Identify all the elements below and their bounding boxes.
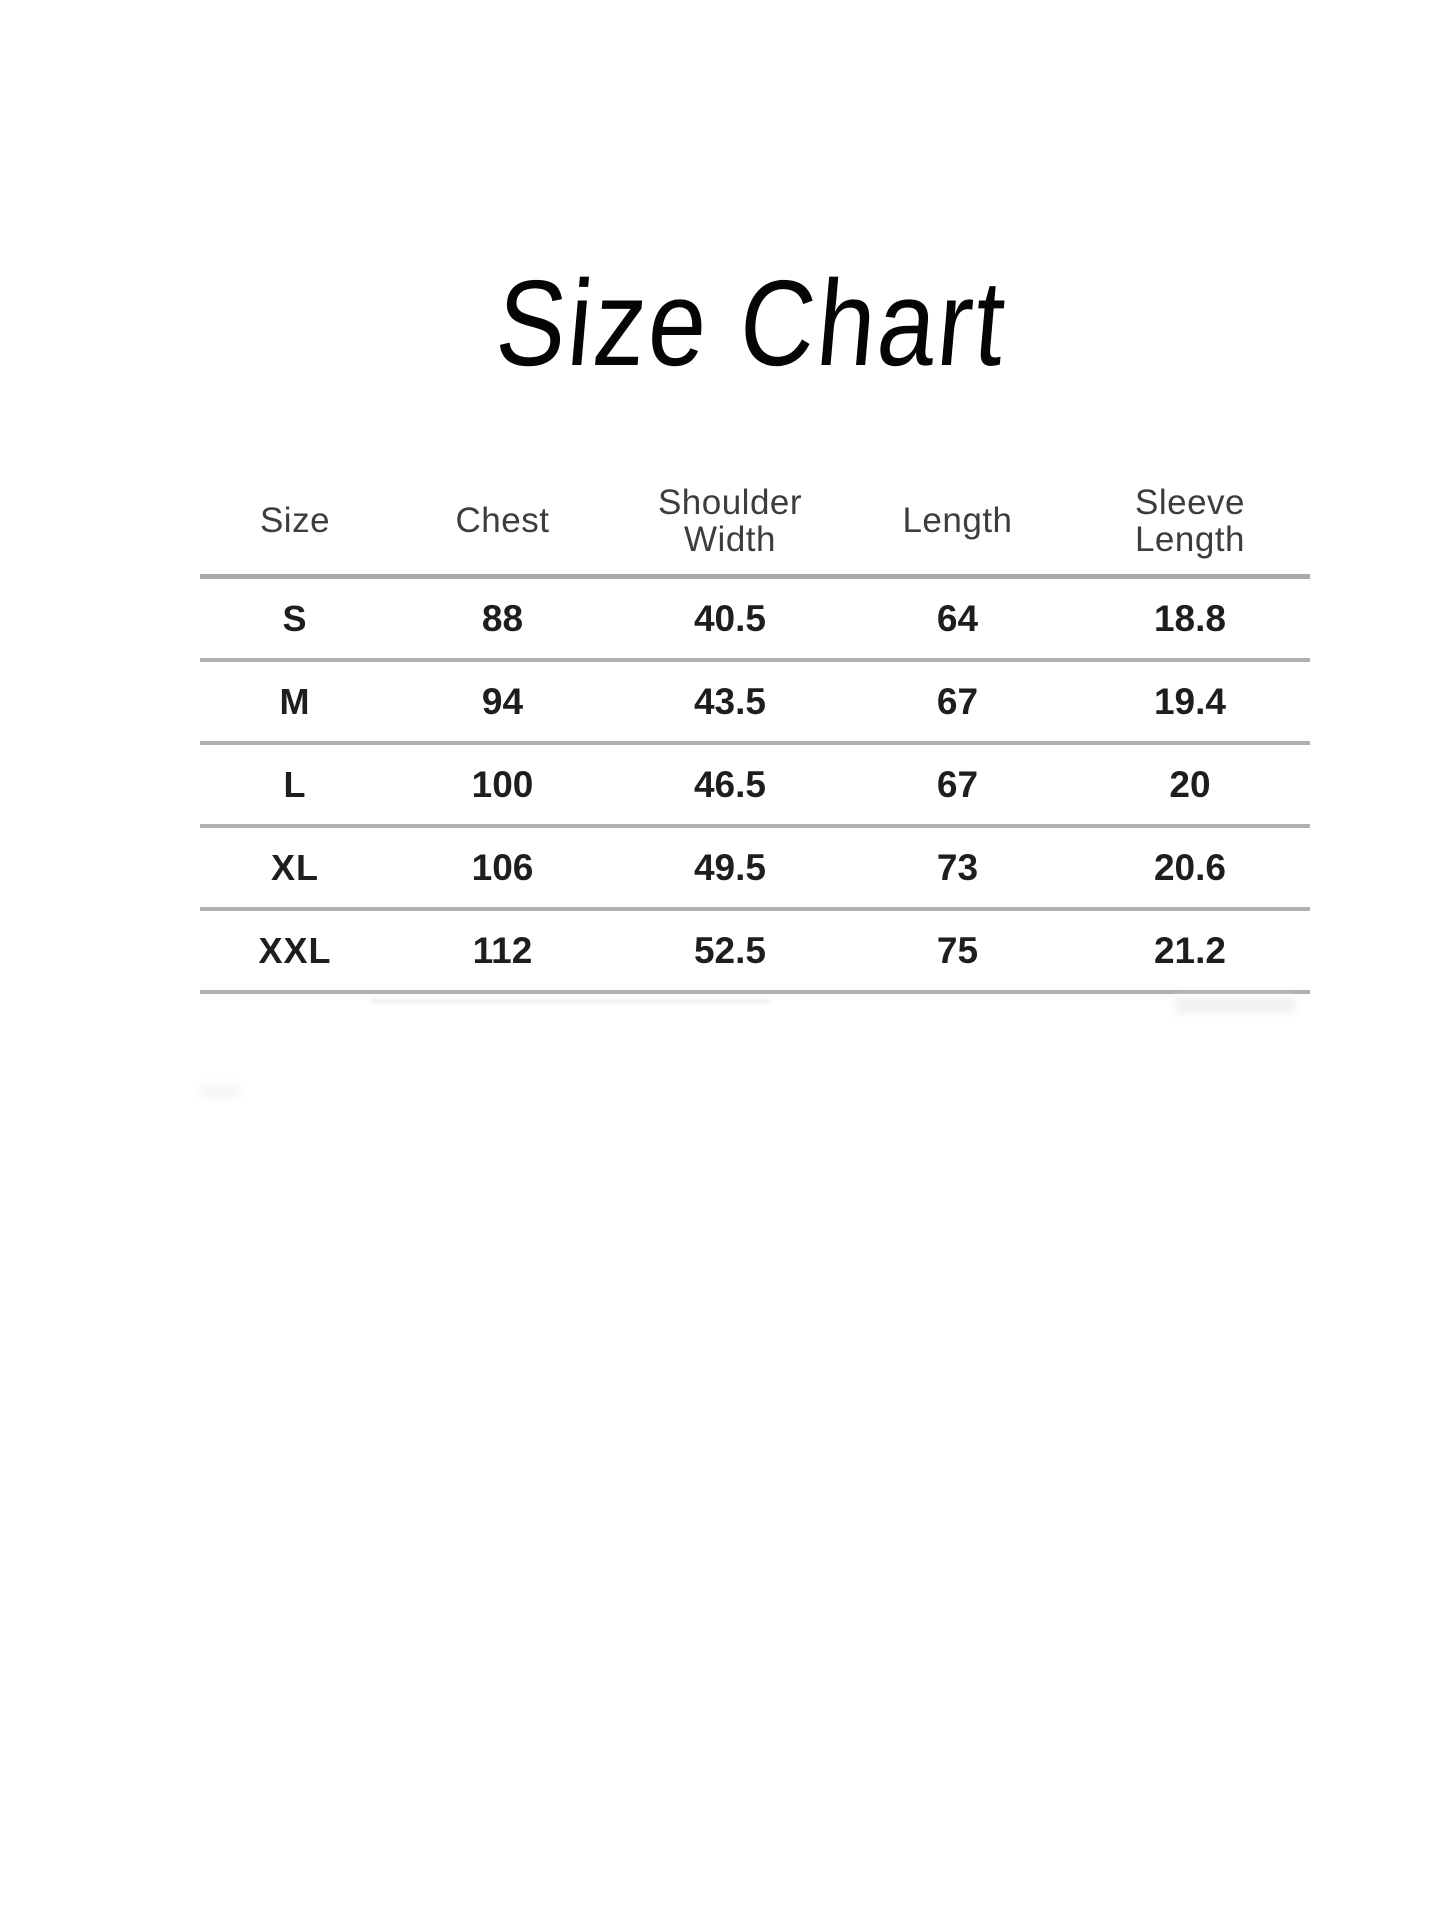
artifact-smudge	[1175, 997, 1295, 1013]
cell-length: 75	[845, 909, 1070, 992]
cell-size: XXL	[200, 909, 390, 992]
column-header-chest: Chest	[390, 468, 615, 577]
size-table-container	[200, 468, 1310, 994]
column-header-shoulder-width: Shoulder Width	[615, 468, 845, 577]
table-row-xxl	[200, 909, 1310, 992]
cell-sleeve-length: 18.8	[1070, 577, 1310, 661]
cell-length: 67	[845, 660, 1070, 743]
cell-shoulder-width: 43.5	[615, 660, 845, 743]
size-table-body	[200, 577, 1310, 993]
cell-size: XL	[200, 826, 390, 909]
artifact-smudge	[370, 999, 770, 1003]
column-header-size: Size	[200, 468, 390, 577]
cell-shoulder-width: 49.5	[615, 826, 845, 909]
cell-shoulder-width: 46.5	[615, 743, 845, 826]
artifact-smudge	[200, 1085, 240, 1097]
table-row-m	[200, 660, 1310, 743]
table-row-s	[200, 577, 1310, 661]
cell-chest: 112	[390, 909, 615, 992]
cell-sleeve-length: 21.2	[1070, 909, 1310, 992]
cell-size: S	[200, 577, 390, 661]
cell-chest: 94	[390, 660, 615, 743]
size-table-header	[200, 468, 1310, 577]
page-title: Size Chart	[491, 255, 1013, 391]
column-header-length: Length	[845, 468, 1070, 577]
table-row-xl	[200, 826, 1310, 909]
cell-sleeve-length: 20	[1070, 743, 1310, 826]
column-header-sleeve-length: Sleeve Length	[1070, 468, 1310, 577]
cell-length: 67	[845, 743, 1070, 826]
cell-chest: 100	[390, 743, 615, 826]
cell-length: 64	[845, 577, 1070, 661]
cell-sleeve-length: 20.6	[1070, 826, 1310, 909]
cell-size: M	[200, 660, 390, 743]
header-row	[200, 468, 1310, 577]
cell-length: 73	[845, 826, 1070, 909]
cell-chest: 88	[390, 577, 615, 661]
cell-shoulder-width: 40.5	[615, 577, 845, 661]
cell-sleeve-length: 19.4	[1070, 660, 1310, 743]
cell-shoulder-width: 52.5	[615, 909, 845, 992]
cell-chest: 106	[390, 826, 615, 909]
size-table	[200, 468, 1310, 994]
table-row-l	[200, 743, 1310, 826]
cell-size: L	[200, 743, 390, 826]
